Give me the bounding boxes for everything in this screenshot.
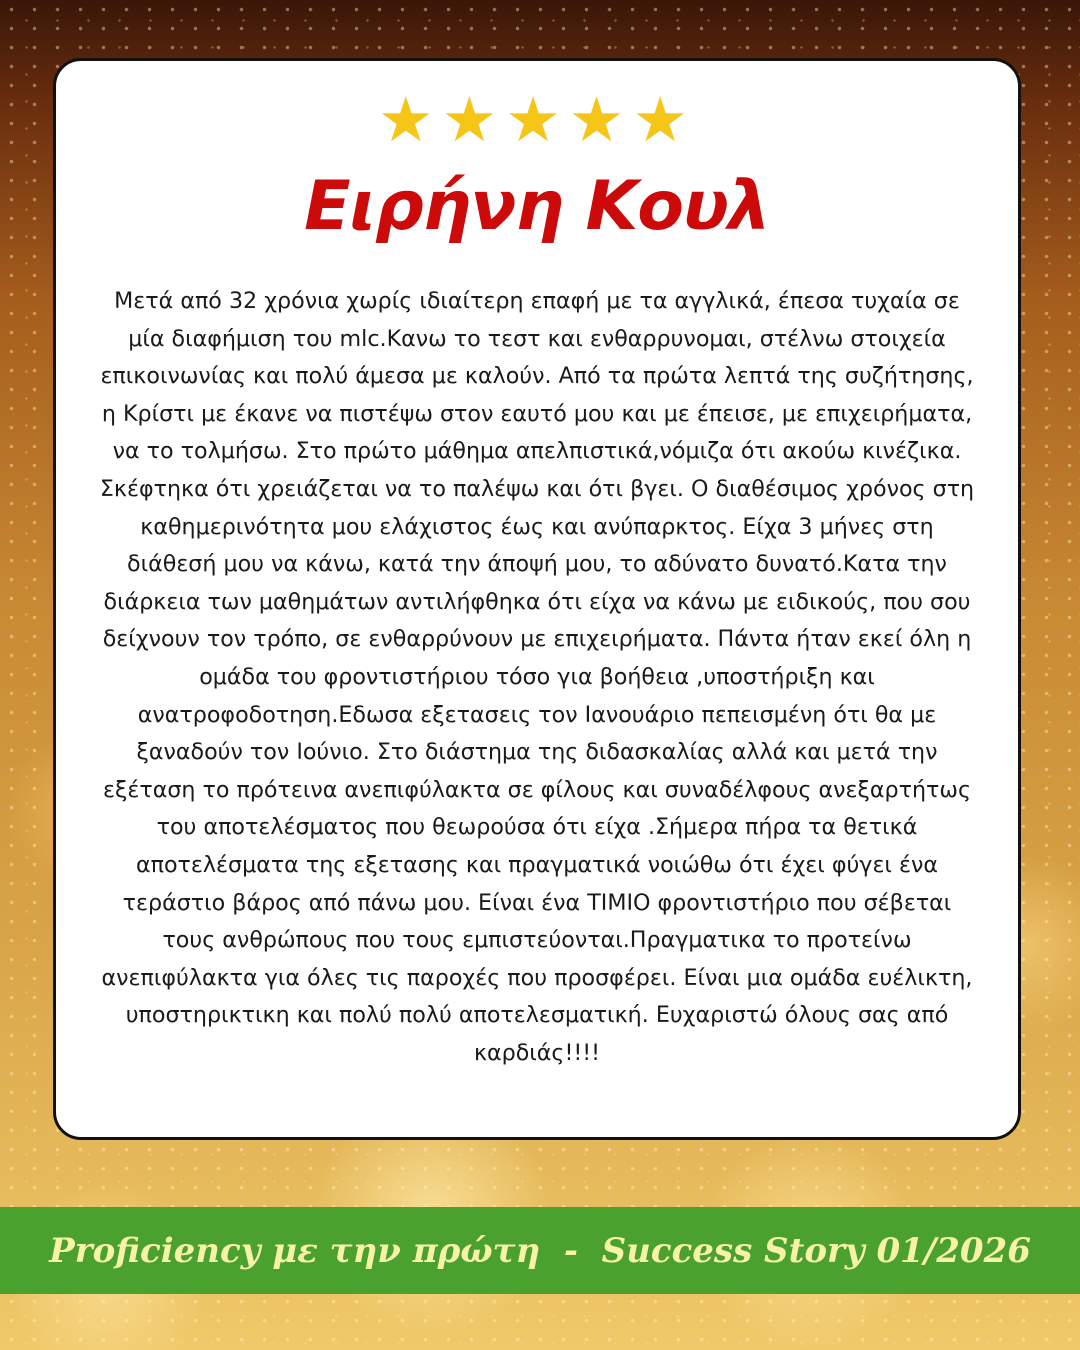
footer-banner (0, 1207, 1080, 1294)
star-icon: ★ (568, 83, 633, 156)
star-rating (56, 83, 1018, 156)
star-icon: ★ (441, 83, 506, 156)
star-icon: ★ (378, 83, 442, 156)
testimonial-card (53, 58, 1021, 1140)
star-icon: ★ (632, 83, 696, 156)
banner-text: Proficiency με την πρώτη - Success Story 01/2026 (49, 1230, 1031, 1271)
star-icon: ★ (505, 83, 569, 156)
reviewer-name: Ειρήνη Κουλ (304, 167, 770, 246)
review-text: Μετά από 32 χρόνια χωρίς ιδιαίτερη επαφή με τα αγγλικά, έπεσα τυχαία σε μία διαφήμιση του mlc.Κανω το τεστ και ενθαρρυνομαι, στέλνω στοιχεία επικοινωνίας και πολύ άμεσα με καλούν. Από τα πρώτα λεπτά της συζήτησης, η Κρίστι με έκανε να πιστέψω στον εαυτό μου και με έπεισε, με επιχειρήματα, να το τολμήσω. Στο πρώτο μάθημα απελπιστικά,νόμιζα ότι ακούω κινέζικα. Σκέφτηκα ότι χρειάζεται να το παλέψω και ότι βγει. Ο διαθέσιμος χρόνος στη καθημερινότητα μου ελάχιστος έως και ανύπαρκτος. Είχα 3 μήνες στη διάθεσή μου να κάνω, κατά την άποψή μου, το αδύνατο δυνατό.Κατα την διάρκεια των μαθημάτων αντιλήφθηκα ότι είχα να κάνω με ειδικούς, που σου δείχνουν τον τρόπο, σε ενθαρρύνουν με επιχειρήματα. Πάντα ήταν εκεί όλη η ομάδα του φροντιστήριου τόσο για βοήθεια ,υποστήριξη και ανατροφοδοτηση.Εδωσα εξετασεις τον Ιανουάριο πεπεισμένη ότι θα με ξαναδούν τον Ιούνιο. Στο διάστημα της διδασκαλίας αλλά και μετά την εξέταση το πρότεινα ανεπιφύλακτα σε φίλους και συναδέλφους ανεξαρτήτως του αποτελέσματος που θεωρούσα ότι είχα .Σήμερα πήρα τα θετικά αποτελέσματα της εξετασης και πραγματικά νοιώθω ότι έχει φύγει ένα τεράστιο βάρος από πάνω μου. Είναι ένα ΤΙΜΙΟ φροντιστήριο που σέβεται τους ανθρώπους που τους εμπιστεύονται.Πραγματικα το προτείνω ανεπιφύλακτα για όλες τις παροχές που προσφέρει. Είναι μια ομάδα ευέλικτη, υποστηρικτικη και πολύ πολύ αποτελεσματική. Ευχαριστώ όλους σας από καρδιάς!!!! (99, 288, 975, 1066)
